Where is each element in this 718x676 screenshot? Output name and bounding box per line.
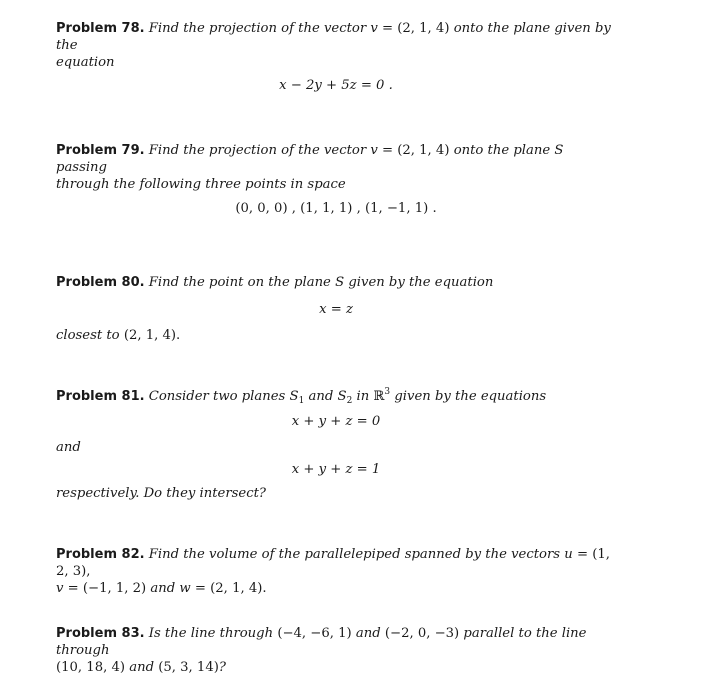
problem-83-question-mark: ? [218, 660, 226, 675]
problem-81-r-sup: 3 [384, 387, 391, 397]
problem-82-v-value: = (−1, 1, 2) [67, 581, 147, 596]
problem-83-point-3: (10, 18, 4) [56, 660, 126, 675]
problem-78-text-a: Find the projection of the vector [148, 21, 367, 36]
problem-81-text-a: Consider two planes [148, 389, 286, 404]
problem-83-point-4-text: (5, 3, 14) [158, 660, 219, 675]
problem-81-s1-sub: 1 [298, 396, 305, 406]
problem-79 [56, 142, 616, 217]
problem-81-and: and [308, 389, 334, 404]
problem-82-text-a: Find the volume of the parallelepiped spanned by the vectors [148, 547, 561, 562]
problem-83 [56, 625, 616, 676]
problem-78-text-c: equation [56, 55, 115, 70]
problem-81-equation-1-text: x + y + z = 0 [291, 414, 381, 429]
problem-82-w-value: = (2, 1, 4). [194, 581, 267, 596]
problem-80-label: Problem 80. [56, 275, 145, 290]
problem-83-point-1: (−4, −6, 1) [277, 626, 352, 641]
problem-79-vector-v: v [370, 143, 378, 158]
problem-78-text-b: onto the plane given by the [56, 21, 611, 53]
problem-80-text-b: given by the equation [348, 275, 494, 290]
problem-82-and: and [150, 581, 176, 596]
problem-82-vector-w: w [179, 581, 191, 596]
problem-83-and-2: and [129, 660, 155, 675]
problem-80-plane-s: S [335, 275, 345, 290]
problem-80-closest-text: closest to [56, 328, 120, 343]
problem-81-s1-letter: S [289, 389, 299, 404]
problem-80-equation-text: x = z [319, 302, 353, 317]
problem-78-vector-v: v [370, 21, 378, 36]
problem-81-statement [56, 388, 616, 405]
problem-83-and: and [355, 626, 381, 641]
problem-82-u-value: = (1, 2, 3), [56, 547, 610, 579]
problem-78-equation [56, 77, 616, 94]
problem-79-label: Problem 79. [56, 143, 145, 158]
problem-82-vector-v: v [56, 581, 64, 596]
problem-80-text-a: Find the point on the plane [148, 275, 331, 290]
problem-81-and-line [56, 439, 616, 456]
problem-79-text-d: through the following three points in space [56, 177, 346, 192]
problem-81-r-symbol: ℝ [373, 389, 385, 404]
problem-81-label: Problem 81. [56, 389, 145, 404]
problem-79-statement [56, 142, 616, 193]
problem-82-statement [56, 546, 616, 597]
problem-80-point: (2, 1, 4). [123, 328, 181, 343]
problem-81-in: in [356, 389, 370, 404]
problem-83-statement [56, 625, 616, 676]
problem-78-vector-value: = (2, 1, 4) [382, 21, 450, 36]
problem-81-s2-letter: S [337, 389, 347, 404]
problem-81-and-line-text: and [56, 440, 81, 455]
problem-79-text-c: passing [56, 160, 107, 175]
problem-81-question-text: respectively. Do they intersect? [56, 486, 266, 501]
problem-79-points-text: (0, 0, 0) , (1, 1, 1) , (1, −1, 1) . [235, 201, 437, 216]
problem-81 [56, 388, 616, 502]
problem-78-statement [56, 20, 616, 71]
problem-81-text-b: given by the equations [394, 389, 547, 404]
problem-79-points [56, 200, 616, 217]
problem-83-text-b: parallel to the line through [56, 626, 587, 658]
problem-78-equation-text: x − 2y + 5z = 0 . [279, 78, 393, 93]
problem-79-plane-s: S [554, 143, 564, 158]
problem-81-r3 [373, 389, 390, 404]
problem-79-text-a: Find the projection of the vector [148, 143, 367, 158]
problem-79-text-b: onto the plane [453, 143, 551, 158]
problem-83-point-4 [158, 660, 226, 675]
problem-83-point-2: (−2, 0, −3) [384, 626, 460, 641]
problem-82-label: Problem 82. [56, 547, 145, 562]
problem-78-label: Problem 78. [56, 21, 145, 36]
problem-81-plane-s1 [290, 389, 305, 404]
problem-82 [56, 546, 616, 597]
problem-83-label: Problem 83. [56, 626, 145, 641]
problem-81-question [56, 485, 616, 502]
problem-83-text-a: Is the line through [148, 626, 274, 641]
problem-79-vector-value: = (2, 1, 4) [382, 143, 450, 158]
problem-80-statement [56, 274, 616, 291]
problem-81-equation-2-text: x + y + z = 1 [291, 462, 381, 477]
problem-80 [56, 274, 616, 344]
problem-81-s2-sub: 2 [346, 396, 353, 406]
problem-81-equation-2 [56, 461, 616, 478]
problem-81-plane-s2 [338, 389, 353, 404]
problem-82-vector-u: u [564, 547, 573, 562]
problem-80-closest [56, 327, 616, 344]
problem-81-equation-1 [56, 413, 616, 430]
problem-78 [56, 20, 616, 94]
problem-80-equation [56, 301, 616, 318]
